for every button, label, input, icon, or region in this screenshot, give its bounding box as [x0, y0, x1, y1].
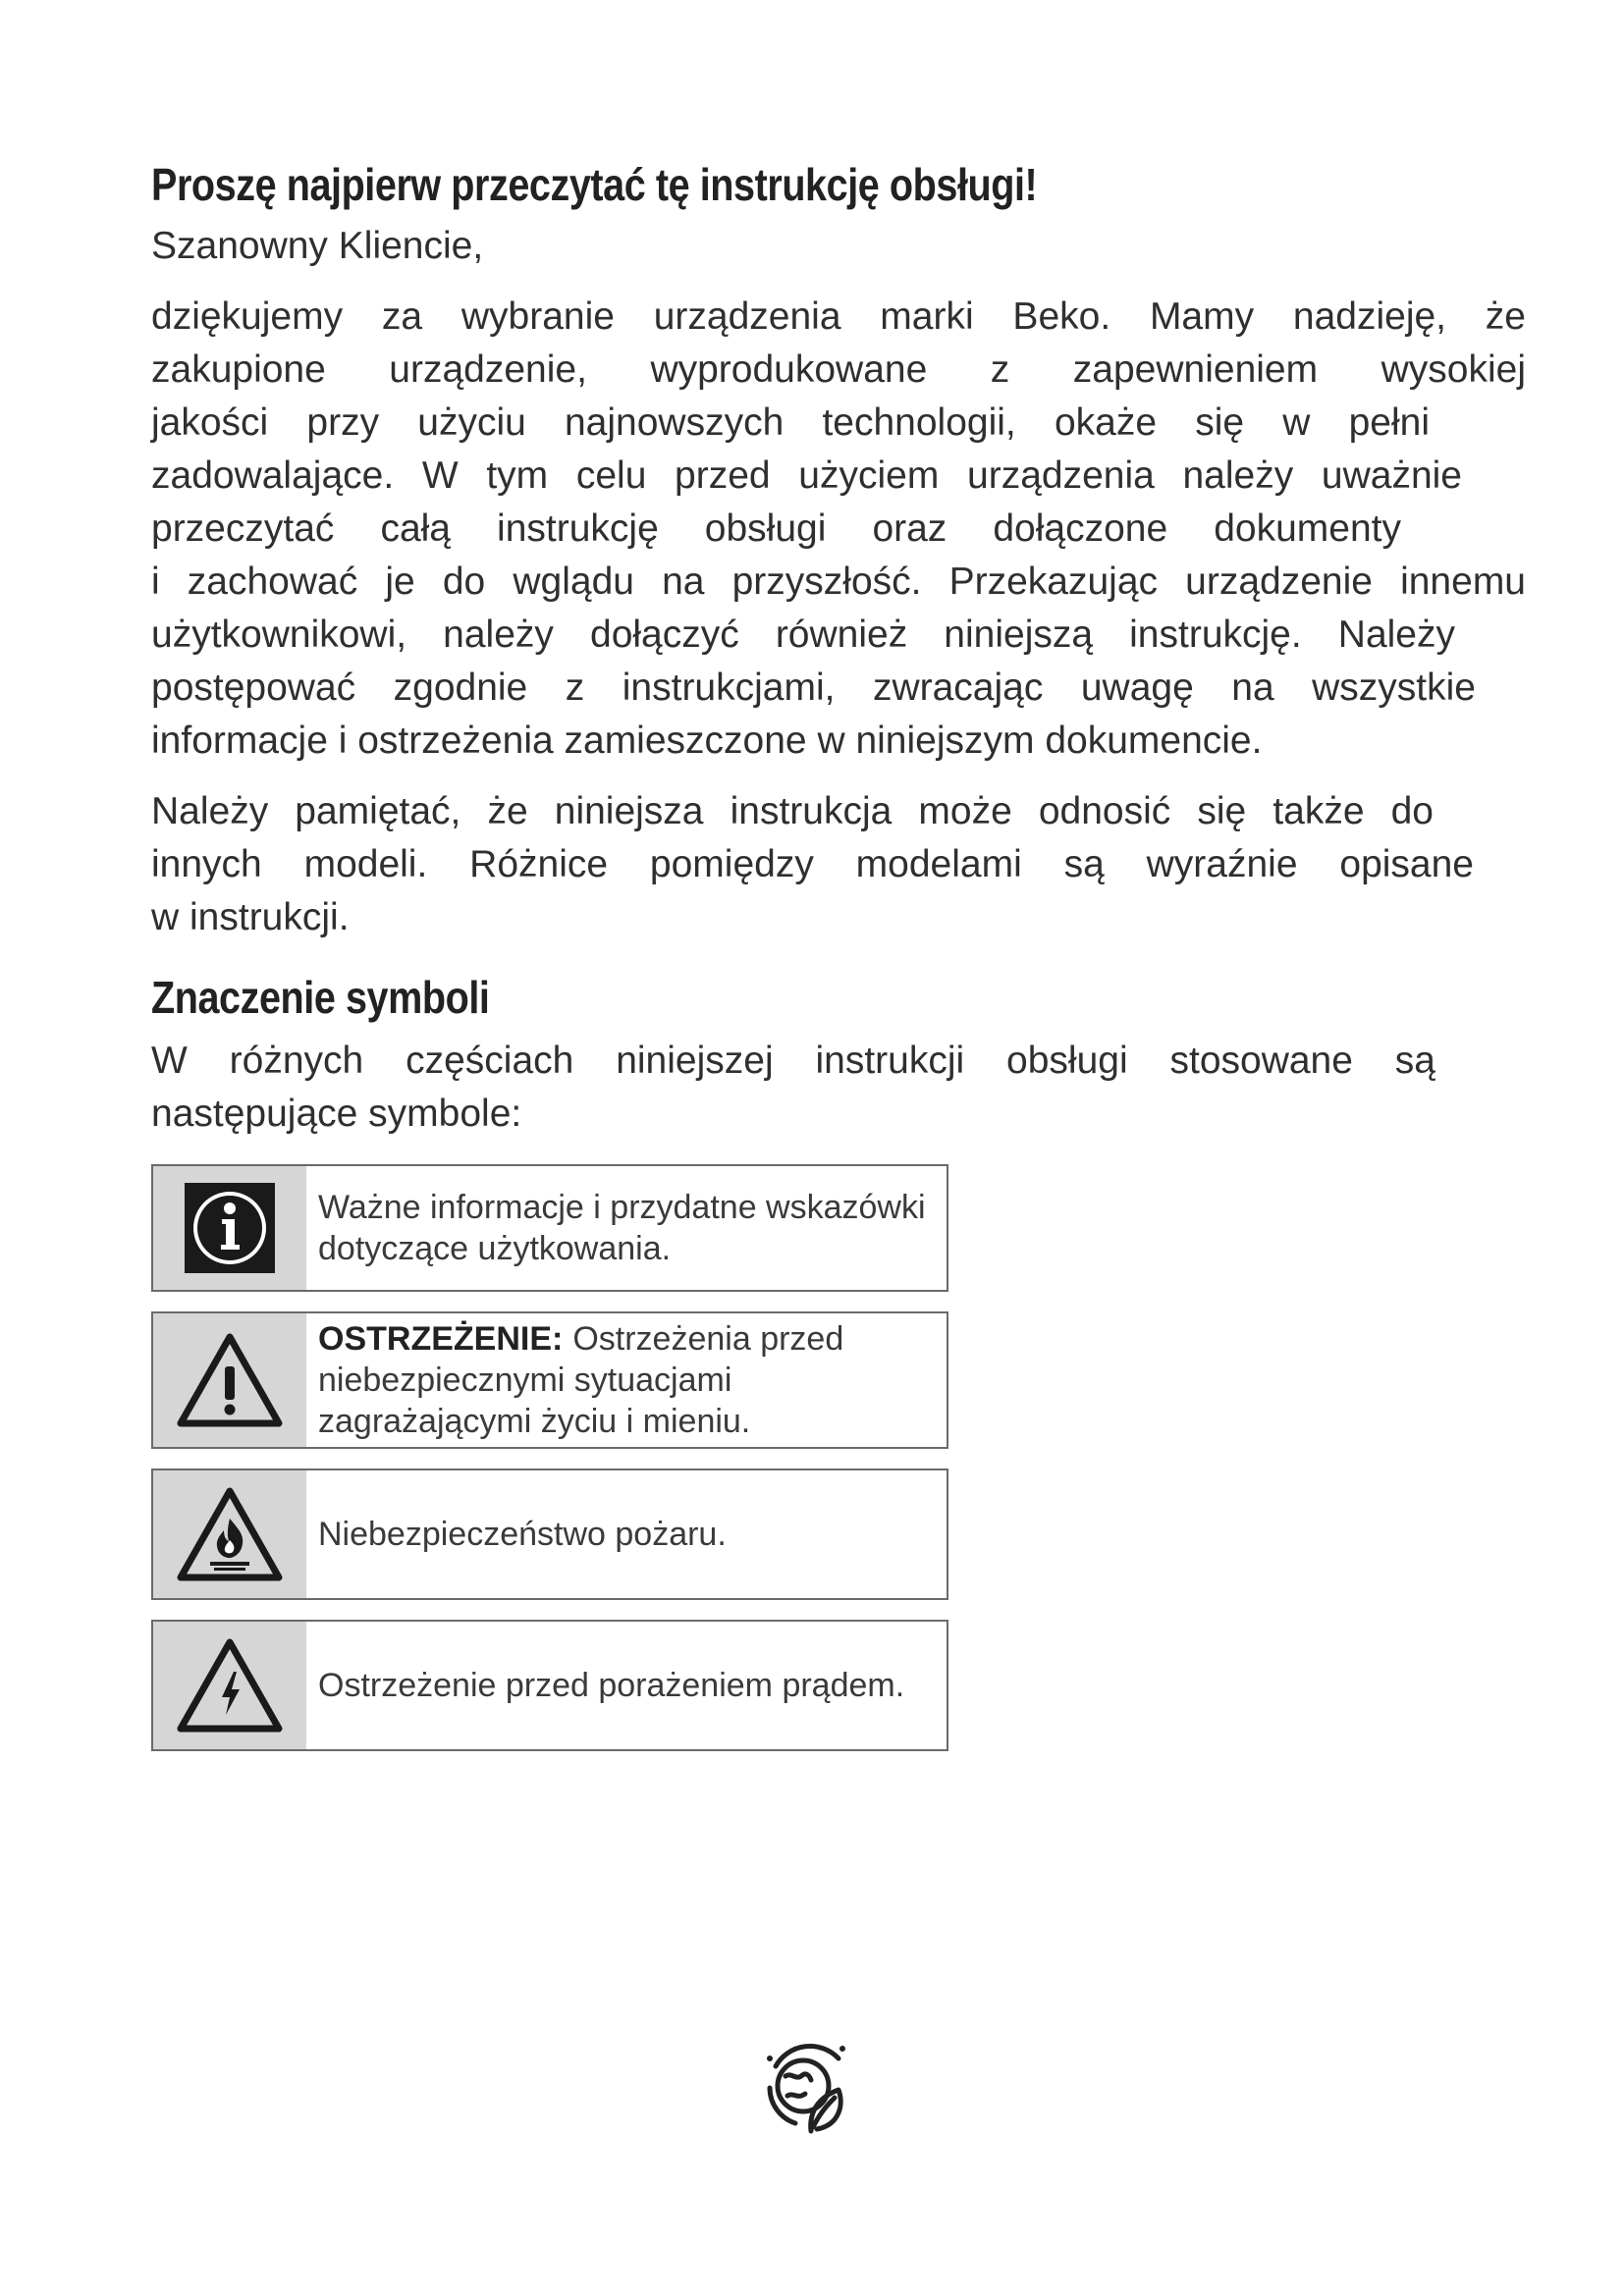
note-paragraph: [151, 785, 1526, 944]
warning-label: OSTRZEŻENIE:: [318, 1320, 564, 1358]
symbol-text: [318, 1318, 933, 1442]
intro-line: dziękujemy za wybranie urządzenia marki Beko. Mamy nadzieję, że: [151, 295, 1526, 338]
eco-globe-leaf-icon: [756, 2037, 858, 2139]
warning-icon: [153, 1313, 306, 1447]
note-line: w instrukcji.: [151, 896, 350, 938]
symbol-row-info: [151, 1164, 948, 1292]
note-line: Należy pamiętać, że niniejsza instrukcja może odnosić się także do: [151, 790, 1434, 832]
page-content: [151, 157, 1526, 1771]
intro-line: i zachować je do wglądu na przyszłość. Przekazując urządzenie innemu: [151, 561, 1526, 603]
intro-line: użytkownikowi, należy dołączyć również niniejszą instrukcję. Należy: [151, 614, 1455, 656]
symbol-row-electric: [151, 1620, 948, 1751]
symbols-intro-line: W różnych częściach niniejszej instrukcji obsługi stosowane są: [151, 1040, 1435, 1082]
symbol-text: Ważne informacje i przydatne wskazówki dotyczące użytkowania.: [318, 1189, 926, 1267]
symbols-intro: [151, 1035, 1526, 1141]
page-title: Proszę najpierw przeczytać tę instrukcję obsługi!: [151, 159, 1038, 210]
greeting: Szanowny Kliencie,: [151, 225, 484, 267]
symbols-intro-line: następujące symbole:: [151, 1093, 522, 1135]
symbol-text: Niebezpieczeństwo pożaru.: [318, 1516, 727, 1553]
intro-line: informacje i ostrzeżenia zamieszczone w niniejszym dokumencie.: [151, 720, 1263, 762]
fire-hazard-icon: [153, 1470, 306, 1598]
intro-line: postępować zgodnie z instrukcjami, zwracając uwagę na wszystkie: [151, 667, 1476, 709]
info-icon: [153, 1166, 306, 1290]
intro-line: jakości przy użyciu najnowszych technologii, okaże się w pełni: [151, 401, 1430, 444]
intro-paragraph: [151, 291, 1526, 768]
symbols-heading: Znaczenie symboli: [151, 972, 490, 1023]
symbol-row-warning: [151, 1311, 948, 1449]
electric-shock-icon: [153, 1622, 306, 1749]
warning-text: Ostrzeżenia przed niebezpiecznymi sytuacjami zagrażającymi życiu i mieniu.: [318, 1320, 844, 1440]
symbols-table: [151, 1164, 948, 1751]
intro-line: zakupione urządzenie, wyprodukowane z zapewnieniem wysokiej: [151, 348, 1526, 391]
note-line: innych modeli. Różnice pomiędzy modelami są wyraźnie opisane: [151, 843, 1474, 885]
intro-line: zadowalające. W tym celu przed użyciem urządzenia należy uważnie: [151, 454, 1462, 497]
intro-line: przeczytać całą instrukcję obsługi oraz dołączone dokumenty: [151, 507, 1401, 550]
symbol-text: Ostrzeżenie przed porażeniem prądem.: [318, 1667, 905, 1704]
symbol-row-fire: [151, 1468, 948, 1600]
